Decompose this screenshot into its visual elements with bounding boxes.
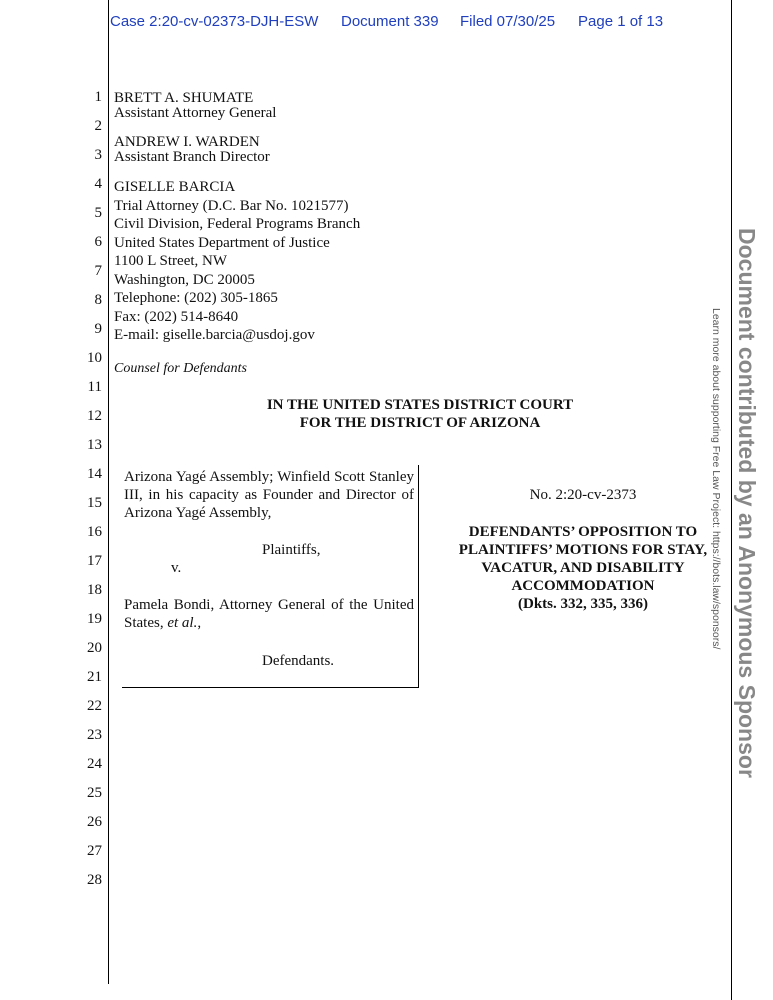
counsel-street: 1100 L Street, NW: [114, 253, 228, 269]
line-number: 8: [94, 292, 102, 308]
sponsor-watermark: Document contributed by an Anonymous Sponsor: [734, 228, 760, 778]
court-title-line1: IN THE UNITED STATES DISTRICT COURT: [266, 397, 574, 413]
case-number: No. 2:20-cv-2373: [529, 487, 637, 503]
line-number: 17: [87, 553, 102, 569]
counsel-role: Counsel for Defendants: [114, 361, 247, 376]
header-case-number: Case 2:20-cv-02373-DJH-ESW: [110, 13, 319, 30]
line-number: 28: [87, 872, 102, 888]
line-number: 1: [94, 89, 102, 105]
line-number: 3: [94, 147, 102, 163]
counsel-email: E-mail: giselle.barcia@usdoj.gov: [114, 327, 315, 343]
counsel-bar-number: Trial Attorney (D.C. Bar No. 1021577): [114, 198, 349, 214]
pleading-right-rule: [731, 0, 732, 1000]
counsel-city: Washington, DC 20005: [114, 272, 255, 288]
document-title-line3: VACATUR, AND DISABILITY: [481, 560, 685, 576]
pleading-left-rule: [108, 0, 109, 984]
counsel-name: ANDREW I. WARDEN: [114, 134, 260, 150]
line-number: 10: [87, 350, 102, 366]
line-number: 22: [87, 698, 102, 714]
sponsor-watermark-subtext: Learn more about supporting Free Law Project: https://bots.law/sponsors/: [710, 308, 722, 650]
plaintiffs-names: Arizona Yagé Assembly; Winfield Scott Stanley III, in his capacity as Founder and Director of Arizona Yagé Assembly,: [124, 469, 414, 521]
line-number: 5: [94, 205, 102, 221]
ecf-header: [0, 13, 773, 33]
line-number: 15: [87, 495, 102, 511]
counsel-department: United States Department of Justice: [114, 235, 330, 251]
header-document: Document 339: [341, 13, 439, 30]
counsel-fax: Fax: (202) 514-8640: [114, 309, 239, 325]
line-number: 6: [94, 234, 102, 250]
line-number: 26: [87, 814, 102, 830]
line-number: 4: [94, 176, 102, 192]
counsel-name: GISELLE BARCIA: [114, 179, 236, 195]
document-title-line4: ACCOMMODATION: [511, 578, 655, 594]
counsel-title: Assistant Branch Director: [114, 149, 270, 165]
line-number: 13: [87, 437, 102, 453]
counsel-name: BRETT A. SHUMATE: [114, 90, 254, 106]
line-number: 16: [87, 524, 102, 540]
line-number: 23: [87, 727, 102, 743]
line-number: 21: [87, 669, 102, 685]
line-number: 18: [87, 582, 102, 598]
counsel-telephone: Telephone: (202) 305-1865: [114, 290, 278, 306]
document-title-line1: DEFENDANTS’ OPPOSITION TO: [468, 524, 698, 540]
line-number: 25: [87, 785, 102, 801]
line-number: 14: [87, 466, 102, 482]
line-number: 19: [87, 611, 102, 627]
header-filed: Filed 07/30/25: [460, 13, 556, 30]
line-number: 9: [94, 321, 102, 337]
line-number: 27: [87, 843, 102, 859]
header-page: Page 1 of 13: [578, 13, 664, 30]
document-title-line2: PLAINTIFFS’ MOTIONS FOR STAY,: [458, 542, 708, 558]
line-number: 11: [87, 379, 102, 395]
line-number: 7: [94, 263, 102, 279]
line-number: 24: [87, 756, 102, 772]
line-number: 2: [94, 118, 102, 134]
plaintiffs-label: Plaintiffs,: [262, 542, 321, 558]
counsel-title: Assistant Attorney General: [114, 105, 277, 121]
counsel-division: Civil Division, Federal Programs Branch: [114, 216, 361, 232]
line-number: 20: [87, 640, 102, 656]
line-number: 12: [87, 408, 102, 424]
defendants-names: Pamela Bondi, Attorney General of the United States, et al.,: [124, 597, 414, 631]
document-title-line5: (Dkts. 332, 335, 336): [518, 596, 648, 612]
versus: v.: [171, 560, 182, 576]
defendants-label: Defendants.: [262, 653, 335, 669]
court-title-line2: FOR THE DISTRICT OF ARIZONA: [299, 415, 541, 431]
